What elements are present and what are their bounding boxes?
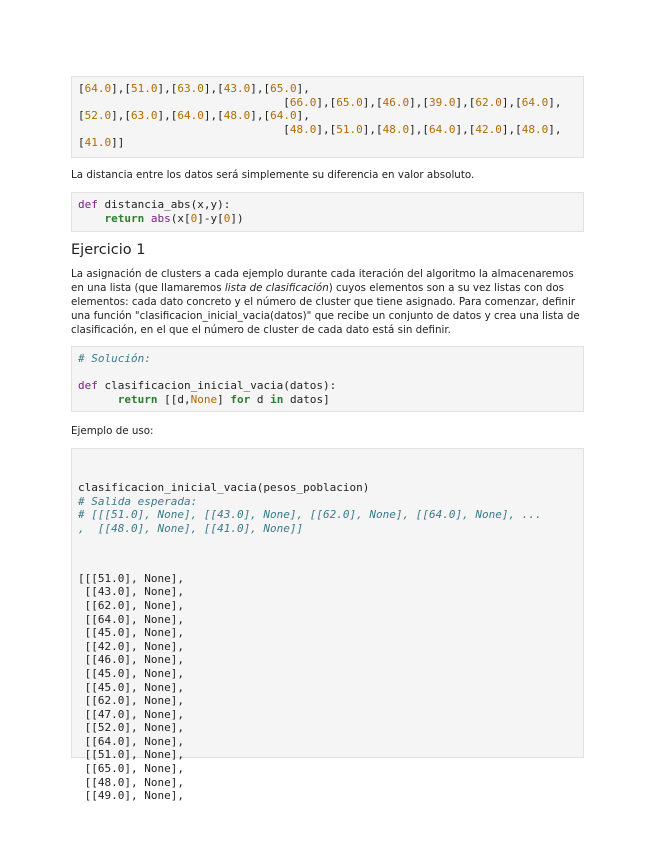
code-token: datos] <box>283 392 330 406</box>
code-line <box>78 136 577 150</box>
code-token: (x[ <box>170 211 191 225</box>
output-line: [[64.0], None], <box>78 734 184 748</box>
code-token: ]) <box>230 211 244 225</box>
output-line: [[64.0], None], <box>78 612 184 626</box>
code-token: [[d, <box>157 392 191 406</box>
code-line <box>78 481 577 495</box>
code-token: ],[ <box>362 95 383 109</box>
output-line: [[46.0], None], <box>78 653 184 667</box>
code-token: 63.0 <box>177 82 204 95</box>
code-token: [ <box>78 122 290 136</box>
code-token: , [[48.0], None], [[41.0], None]] <box>78 521 304 535</box>
code-token: 51.0 <box>131 82 158 95</box>
code-line <box>78 82 577 96</box>
code-token: 66.0 <box>289 95 317 109</box>
code-token: ],[ <box>250 109 271 123</box>
code-token: ] <box>217 392 231 406</box>
code-token: [ <box>78 82 85 95</box>
code-token: ],[ <box>455 122 476 136</box>
output-line: [[45.0], None], <box>78 626 184 640</box>
code-token: ],[ <box>316 95 337 109</box>
output-line: [[48.0], None], <box>78 775 184 789</box>
code-token: [ <box>78 136 85 150</box>
code-token: ]] <box>111 136 125 150</box>
output-line: [[51.0], None], <box>78 748 184 762</box>
code-line <box>78 212 577 226</box>
code-token: def <box>78 198 98 211</box>
usage-code <box>78 481 577 535</box>
code-token: 39.0 <box>429 95 456 109</box>
code-token: ],[ <box>409 122 430 136</box>
exercise-description <box>71 267 584 337</box>
code-line <box>78 123 577 137</box>
code-line <box>78 96 577 110</box>
output-line: [[65.0], None], <box>78 762 184 776</box>
code-token: in <box>270 392 284 406</box>
code-token: 65.0 <box>336 95 363 109</box>
code-token: for <box>230 392 251 406</box>
code-line <box>78 379 577 393</box>
code-line <box>78 366 577 380</box>
output-line: [[42.0], None], <box>78 639 184 653</box>
code-token: ], <box>296 109 310 123</box>
code-line <box>78 495 577 509</box>
section-heading: Ejercicio 1 <box>71 242 146 258</box>
code-token: d <box>250 392 271 406</box>
cell-output <box>78 572 577 803</box>
code-token: 51.0 <box>336 122 363 136</box>
output-line: [[49.0], None], <box>78 789 184 803</box>
code-line <box>78 508 577 522</box>
paragraph-text: ) cuyos elementos son a su vez listas con dos elementos: cada dato concreto y el número de cluster que tiene asignado. Para comenzar, definir una función "clasificacion_inicial_vacia(datos)" que recibe un conjunto de datos y crea una lista de clasificación, en el que el número de cluster de cada dato está sin definir. <box>71 282 580 336</box>
code-token: def <box>78 379 98 393</box>
code-line <box>78 198 577 212</box>
code-token: 64.0 <box>429 122 456 136</box>
code-token: clasificacion_inicial_vacia(pesos_poblacion) <box>78 481 370 495</box>
code-token: # [[[51.0], None], [[43.0], None], [[62.0], None], [[64.0], None], ... <box>78 508 542 522</box>
code-line <box>78 352 577 366</box>
output-line: [[43.0], None], <box>78 585 184 599</box>
output-line: [[62.0], None], <box>78 598 184 612</box>
code-token: 0 <box>190 211 198 225</box>
paragraph-text: La asignación de clusters a cada ejemplo durante cada iteración del algoritmo la almacenaremos en una lista (que llamaremos <box>71 268 574 294</box>
code-token: ], <box>548 95 562 109</box>
code-token: ],[ <box>111 109 131 123</box>
output-line: [[47.0], None], <box>78 707 184 721</box>
code-token: 62.0 <box>475 95 502 109</box>
code-token <box>144 212 151 225</box>
code-token: ],[ <box>203 109 224 123</box>
output-line: [[52.0], None], <box>78 721 184 735</box>
code-token: ]-y[ <box>197 211 224 225</box>
code-cell-usage[interactable] <box>71 448 584 803</box>
code-token: 64.0 <box>521 95 549 109</box>
code-cell-solution[interactable] <box>71 346 584 412</box>
code-token <box>78 393 118 406</box>
code-token: distancia_abs(x,y): <box>97 198 231 211</box>
code-token: ],[ <box>111 82 131 95</box>
code-token: [ <box>78 109 85 123</box>
code-token: ],[ <box>157 109 178 123</box>
code-token: None <box>190 392 218 406</box>
code-token: return <box>104 211 145 225</box>
code-token: [ <box>78 95 290 109</box>
output-line: [[[51.0], None], <box>78 571 184 585</box>
code-token: 63.0 <box>131 109 158 123</box>
code-token <box>78 212 105 225</box>
code-token: ], <box>548 122 562 136</box>
output-line: [[62.0], None], <box>78 694 184 708</box>
code-token: 64.0 <box>177 109 204 123</box>
code-token: 46.0 <box>382 95 410 109</box>
code-token: 48.0 <box>521 122 549 136</box>
code-token: ],[ <box>455 95 476 109</box>
code-cell-distancia-abs[interactable] <box>71 192 584 232</box>
code-token: ],[ <box>501 122 522 136</box>
code-token: clasificacion_inicial_vacia(datos): <box>97 379 337 393</box>
code-token: ],[ <box>250 82 271 95</box>
output-line: [[45.0], None], <box>78 666 184 680</box>
code-token: return <box>117 392 158 406</box>
code-token: 0 <box>223 211 231 225</box>
code-cell-data-list[interactable] <box>71 76 584 158</box>
code-token: 48.0 <box>382 122 410 136</box>
code-token: abs <box>150 211 171 225</box>
code-token: ],[ <box>157 82 178 95</box>
code-token: 48.0 <box>289 122 317 136</box>
output-line: [[45.0], None], <box>78 680 184 694</box>
emphasis-text: lista de clasificación <box>224 282 329 294</box>
code-token: ],[ <box>203 82 224 95</box>
code-token: 41.0 <box>84 136 112 150</box>
code-token: ], <box>296 82 310 95</box>
text-distance-description: La distancia entre los datos será simplemente su diferencia en valor absoluto. <box>71 169 475 181</box>
code-token: 42.0 <box>475 122 502 136</box>
text-usage-example: Ejemplo de uso: <box>71 425 154 437</box>
code-line <box>78 522 577 536</box>
code-token: 65.0 <box>270 82 297 95</box>
code-token: 43.0 <box>223 82 251 95</box>
code-token: 64.0 <box>270 109 297 123</box>
code-token: ],[ <box>501 95 522 109</box>
code-token: 64.0 <box>84 82 112 95</box>
code-token: ],[ <box>316 122 337 136</box>
notebook-page <box>71 76 584 803</box>
code-line <box>78 109 577 123</box>
code-token: 48.0 <box>223 109 251 123</box>
code-token: ],[ <box>409 95 430 109</box>
code-token: 52.0 <box>84 109 112 123</box>
code-token: # Salida esperada: <box>78 494 198 508</box>
code-token: ],[ <box>362 122 383 136</box>
code-line <box>78 393 577 407</box>
code-token: # Solución: <box>78 352 151 365</box>
